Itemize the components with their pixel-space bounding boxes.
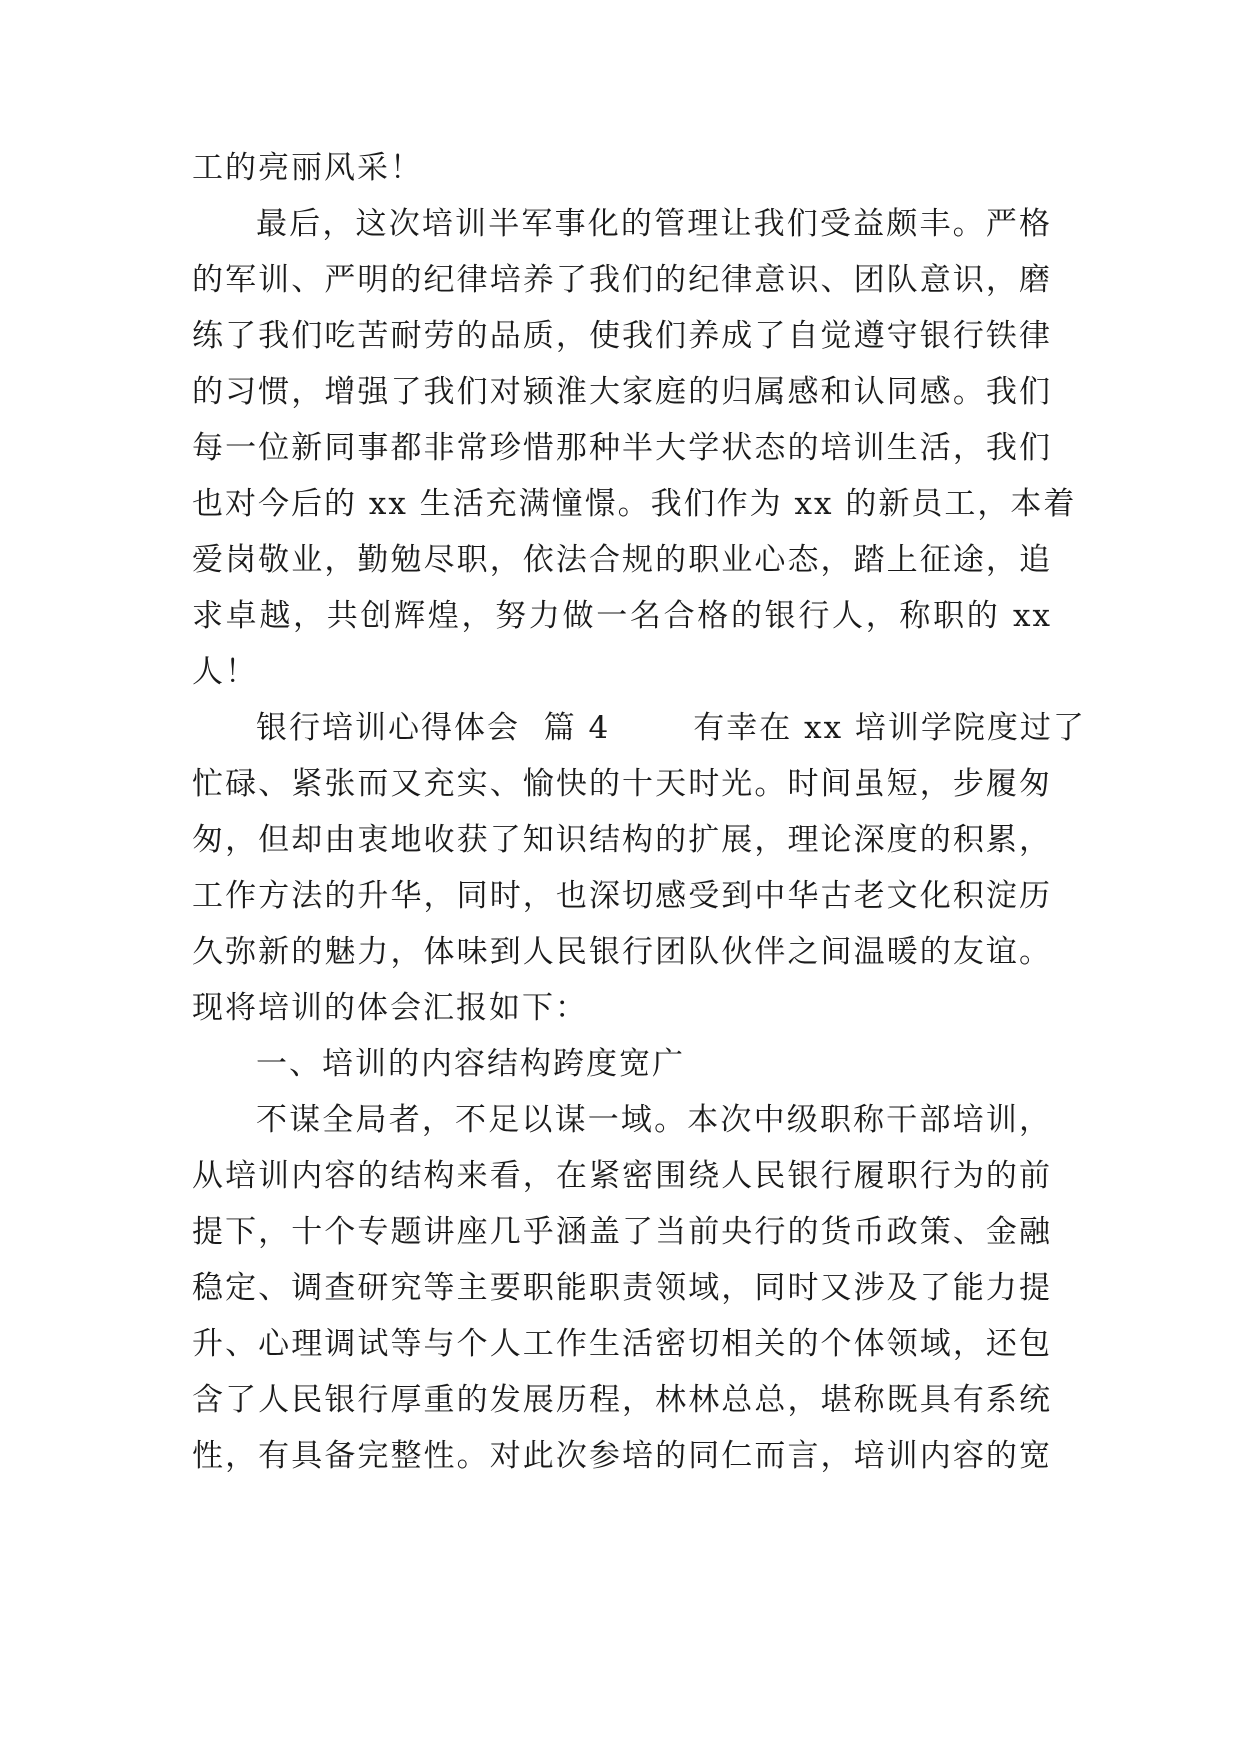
text-line: 稳定、调查研究等主要职能职责领域，同时又涉及了能力提 (192, 1270, 1052, 1306)
subheading-line: 一、培训的内容结构跨度宽广 (256, 1046, 685, 1082)
text-line: 久弥新的魅力，体味到人民银行团队伙伴之间温暖的友谊。 (192, 934, 1052, 970)
text-line: 也对今后的 xx 生活充满憧憬。我们作为 xx 的新员工，本着 (192, 486, 1077, 522)
text-line: 匆，但却由衷地收获了知识结构的扩展，理论深度的积累， (192, 822, 1052, 858)
text-line: 人！ (192, 654, 258, 690)
text-line: 性，有具备完整性。对此次参培的同仁而言，培训内容的宽 (192, 1438, 1052, 1474)
text-line: 爱岗敬业，勤勉尽职，依法合规的职业心态，踏上征途，追 (192, 542, 1052, 578)
section-heading-line: 银行培训心得体会 篇 4 有幸在 xx 培训学院度过了 (256, 710, 1086, 746)
text-line: 忙碌、紧张而又充实、愉快的十天时光。时间虽短，步履匆 (192, 766, 1052, 802)
text-line: 不谋全局者，不足以谋一域。本次中级职称干部培训， (256, 1102, 1052, 1138)
text-line: 练了我们吃苦耐劳的品质，使我们养成了自觉遵守银行铁律 (192, 318, 1052, 354)
text-line: 的军训、严明的纪律培养了我们的纪律意识、团队意识，磨 (192, 262, 1052, 298)
text-line: 最后，这次培训半军事化的管理让我们受益颇丰。严格 (256, 206, 1052, 242)
text-line: 提下，十个专题讲座几乎涵盖了当前央行的货币政策、金融 (192, 1214, 1052, 1250)
text-line: 从培训内容的结构来看，在紧密围绕人民银行履职行为的前 (192, 1158, 1052, 1194)
text-line: 求卓越，共创辉煌，努力做一名合格的银行人，称职的 xx (192, 598, 1052, 634)
text-line: 的习惯，增强了我们对颍淮大家庭的归属感和认同感。我们 (192, 374, 1052, 410)
text-line: 工作方法的升华，同时，也深切感受到中华古老文化积淀历 (192, 878, 1052, 914)
text-line: 每一位新同事都非常珍惜那种半大学状态的培训生活，我们 (192, 430, 1052, 466)
text-line: 含了人民银行厚重的发展历程，林林总总，堪称既具有系统 (192, 1382, 1052, 1418)
text-line: 升、心理调试等与个人工作生活密切相关的个体领域，还包 (192, 1326, 1052, 1362)
text-line: 现将培训的体会汇报如下： (192, 990, 588, 1026)
text-line: 工的亮丽风采！ (192, 150, 423, 186)
